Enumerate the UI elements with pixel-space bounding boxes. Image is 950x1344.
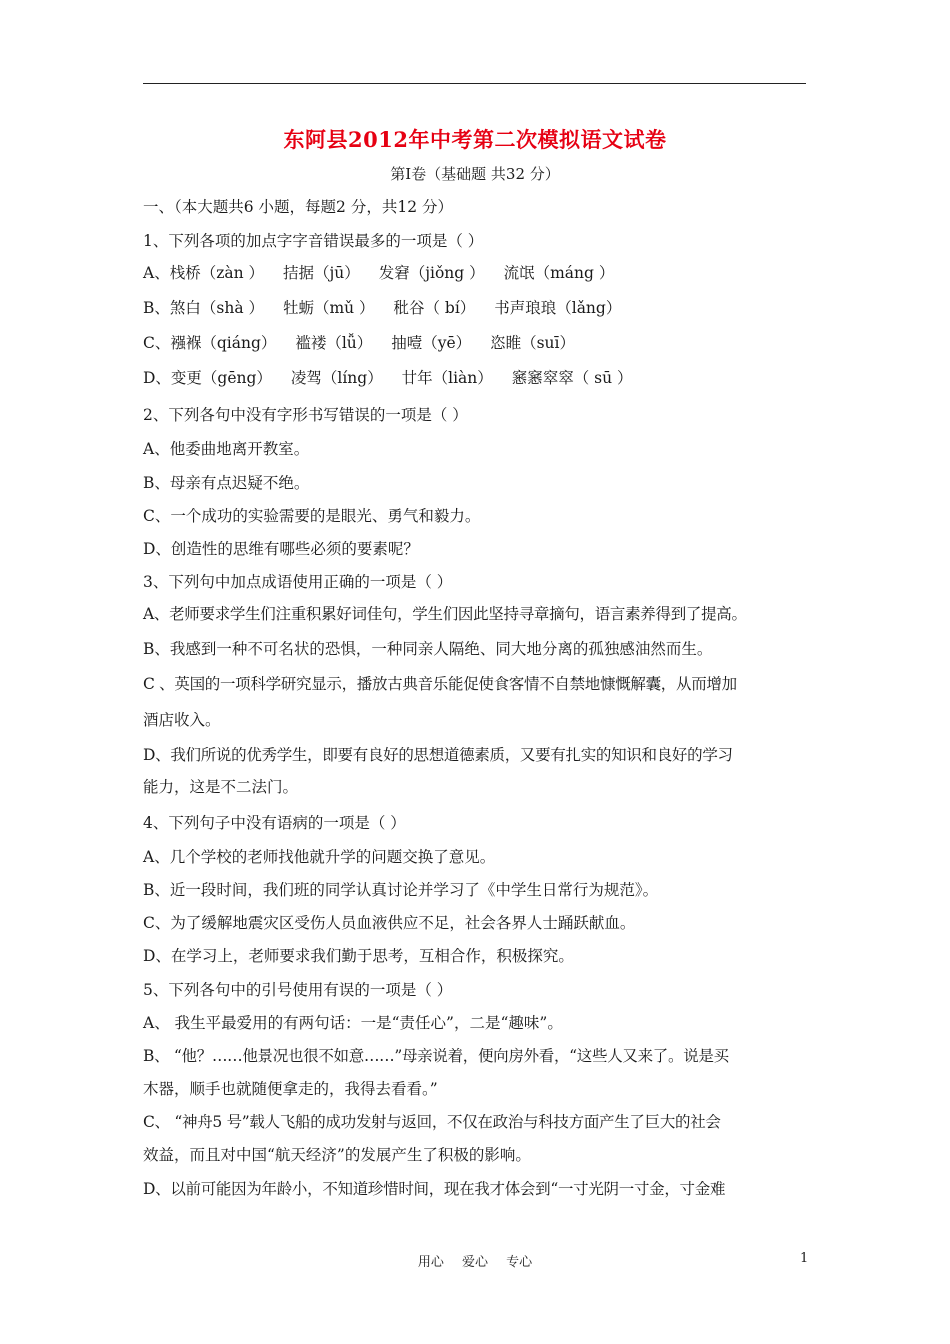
q1-option-a xyxy=(143,263,614,283)
q2-option-c: C、一个成功的实验需要的是眼光、勇气和毅力。 xyxy=(143,507,481,525)
exam-title: 东阿县2012年中考第二次模拟语文试卷 xyxy=(283,127,667,152)
q1-b-4: 书声琅琅（lǎng） xyxy=(494,299,622,317)
q1-c-1: C、襁褓（qiáng） xyxy=(143,334,277,352)
q4-option-a: A、几个学校的老师找他就升学的问题交换了意见。 xyxy=(143,848,496,866)
q1-a-1: A、栈桥（zàn ） xyxy=(143,264,265,282)
q5-option-a: A、 我生平最爱用的有两句话：一是“责任心”，二是“趣味”。 xyxy=(143,1014,563,1032)
page-number: 1 xyxy=(800,1251,809,1266)
q3-option-d-line1: D、我们所说的优秀学生，即要有良好的思想道德素质，又要有扎实的知识和良好的学习 xyxy=(143,746,733,764)
q4-option-c: C、为了缓解地震灾区受伤人员血液供应不足，社会各界人士踊跃献血。 xyxy=(143,914,636,932)
q5-option-b-line2: 木器，顺手也就随便拿走的，我得去看看。” xyxy=(143,1080,438,1098)
q5-option-d-line1: D、以前可能因为年龄小，不知道珍惜时间，现在我才体会到“一寸光阴一寸金，寸金难 xyxy=(143,1180,726,1198)
q1-c-2: 褴褛（lǚ） xyxy=(295,334,373,352)
q1-b-3: 秕谷（ bí） xyxy=(393,299,476,317)
q5-option-c-line1: C、 “神舟5 号”载人飞船的成功发射与返回，不仅在政治与科技方面产生了巨大的社会 xyxy=(143,1113,721,1131)
header-rule xyxy=(143,83,806,84)
q3-option-b: B、我感到一种不可名状的恐惧，一种同亲人隔绝、同大地分离的孤独感油然而生。 xyxy=(143,640,713,658)
exam-subtitle: 第Ⅰ卷（基础题 共32 分） xyxy=(390,165,560,183)
q1-stem: 1、下列各项的加点字字音错误最多的一项是（ ） xyxy=(143,232,484,250)
q1-option-c xyxy=(143,333,575,353)
q4-option-b: B、近一段时间，我们班的同学认真讨论并学习了《中学生日常行为规范》。 xyxy=(143,881,659,899)
q4-stem: 4、下列句子中没有语病的一项是（ ） xyxy=(143,814,406,832)
q1-option-b xyxy=(143,298,621,318)
q1-b-2: 牡蛎（mǔ ） xyxy=(282,299,375,317)
q1-d-4: 窸窸窣窣（ sū ） xyxy=(511,369,633,387)
q1-b-1: B、煞白（shà ） xyxy=(143,299,264,317)
q5-option-b-line1: B、 “他？……他景况也很不如意……”母亲说着，便向房外看，“这些人又来了。说是买 xyxy=(143,1047,729,1065)
q1-a-2: 拮据（jū） xyxy=(282,264,360,282)
q3-option-c-line2: 酒店收入。 xyxy=(143,711,221,729)
q3-stem: 3、下列句中加点成语使用正确的一项是（ ） xyxy=(143,573,453,591)
q1-a-3: 发窘（jiǒng ） xyxy=(378,264,485,282)
q1-c-3: 抽噎（yē） xyxy=(391,334,472,352)
q2-option-b: B、母亲有点迟疑不绝。 xyxy=(143,474,310,492)
q1-a-4: 流氓（máng ） xyxy=(503,264,615,282)
q1-d-2: 凌驾（líng） xyxy=(290,369,383,387)
q2-option-d: D、创造性的思维有哪些必须的要素呢？ xyxy=(143,540,419,558)
q1-c-4: 恣睢（suī） xyxy=(490,334,575,352)
q1-d-1: D、变更（gēng） xyxy=(143,369,272,387)
q2-stem: 2、下列各句中没有字形书写错误的一项是（ ） xyxy=(143,406,468,424)
q1-d-3: 廿年（liàn） xyxy=(401,369,493,387)
q3-option-a: A、老师要求学生们注重积累好词佳句，学生们因此坚持寻章摘句，语言素养得到了提高。 xyxy=(143,605,747,623)
q3-option-d-line2: 能力，这是不二法门。 xyxy=(143,778,299,796)
section-heading: 一、（本大题共6 小题，每题2 分，共12 分） xyxy=(143,198,453,216)
q5-option-c-line2: 效益，而且对中国“航天经济”的发展产生了积极的影响。 xyxy=(143,1146,531,1164)
page-footer: 用心 爱心 专心 xyxy=(417,1255,533,1270)
q5-stem: 5、下列各句中的引号使用有误的一项是（ ） xyxy=(143,981,453,999)
q1-option-d xyxy=(143,368,633,388)
q3-option-c-line1: C 、英国的一项科学研究显示，播放古典音乐能促使食客情不自禁地慷慨解囊，从而增加 xyxy=(143,675,737,693)
q4-option-d: D、在学习上，老师要求我们勤于思考，互相合作，积极探究。 xyxy=(143,947,574,965)
q2-option-a: A、他委曲地离开教室。 xyxy=(143,440,310,458)
